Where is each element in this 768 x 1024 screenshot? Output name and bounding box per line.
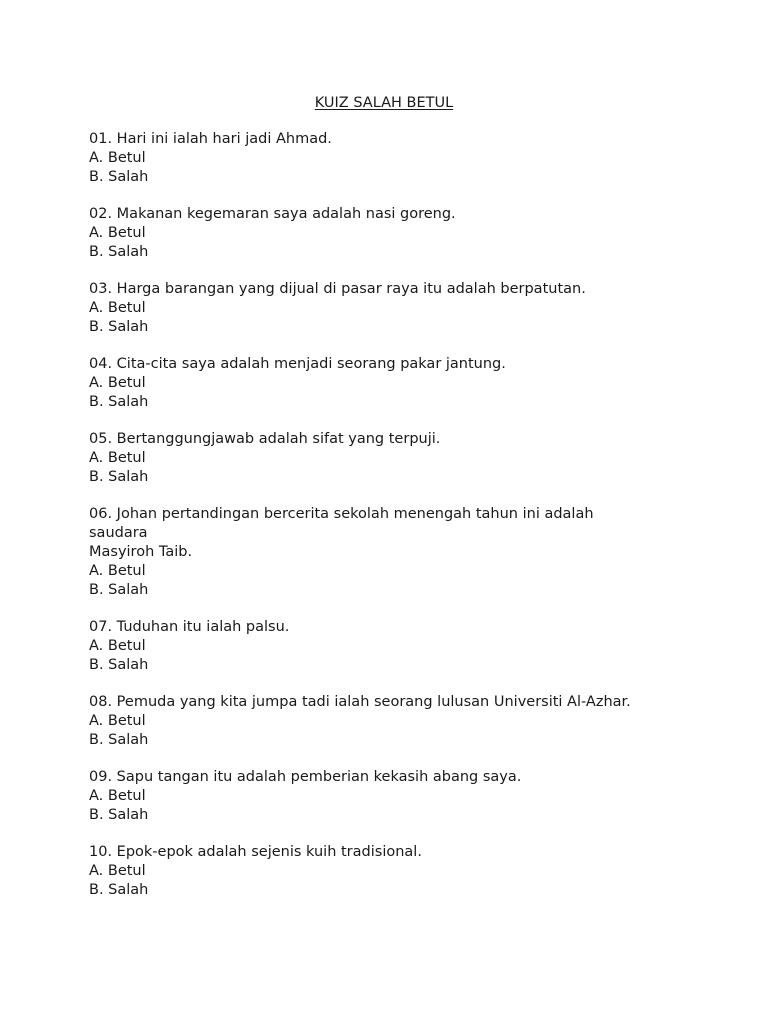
question-text: 03. Harga barangan yang dijual di pasar raya itu adalah berpatutan. [89,281,586,297]
option-a: A. Betul [89,563,146,579]
question-3 [89,280,709,337]
quiz-title: KUIZ SALAH BETUL [314,95,454,111]
question-text: 04. Cita-cita saya adalah menjadi seorang pakar jantung. [89,356,506,372]
option-b: B. Salah [89,807,149,823]
option-b: B. Salah [89,582,149,598]
option-a: A. Betul [89,713,146,729]
question-8 [89,693,709,750]
question-text: Masyiroh Taib. [89,544,193,560]
option-a: A. Betul [89,225,146,241]
question-text: 01. Hari ini ialah hari jadi Ahmad. [89,131,332,147]
option-b: B. Salah [89,169,149,185]
option-b: B. Salah [89,469,149,485]
option-a: A. Betul [89,638,146,654]
question-10 [89,843,709,900]
question-list [89,130,709,918]
option-a: A. Betul [89,450,146,466]
option-b: B. Salah [89,657,149,673]
question-text: 02. Makanan kegemaran saya adalah nasi goreng. [89,206,456,222]
question-text: 09. Sapu tangan itu adalah pemberian kekasih abang saya. [89,769,522,785]
option-b: B. Salah [89,394,149,410]
question-2 [89,205,709,262]
question-text: 07. Tuduhan itu ialah palsu. [89,619,290,635]
option-a: A. Betul [89,150,146,166]
question-5 [89,430,709,487]
option-a: A. Betul [89,863,146,879]
option-a: A. Betul [89,300,146,316]
question-text: saudara [89,525,148,541]
question-text: 06. Johan pertandingan bercerita sekolah menengah tahun ini adalah [89,506,594,522]
option-b: B. Salah [89,244,149,260]
option-a: A. Betul [89,788,146,804]
question-9 [89,768,709,825]
question-text: 10. Epok-epok adalah sejenis kuih tradisional. [89,844,422,860]
option-b: B. Salah [89,319,149,335]
question-7 [89,618,709,675]
question-text: 05. Bertanggungjawab adalah sifat yang terpuji. [89,431,441,447]
question-1 [89,130,709,187]
question-6 [89,505,709,600]
option-b: B. Salah [89,882,149,898]
question-4 [89,355,709,412]
option-a: A. Betul [89,375,146,391]
option-b: B. Salah [89,732,149,748]
question-text: 08. Pemuda yang kita jumpa tadi ialah seorang lulusan Universiti Al-Azhar. [89,694,631,710]
